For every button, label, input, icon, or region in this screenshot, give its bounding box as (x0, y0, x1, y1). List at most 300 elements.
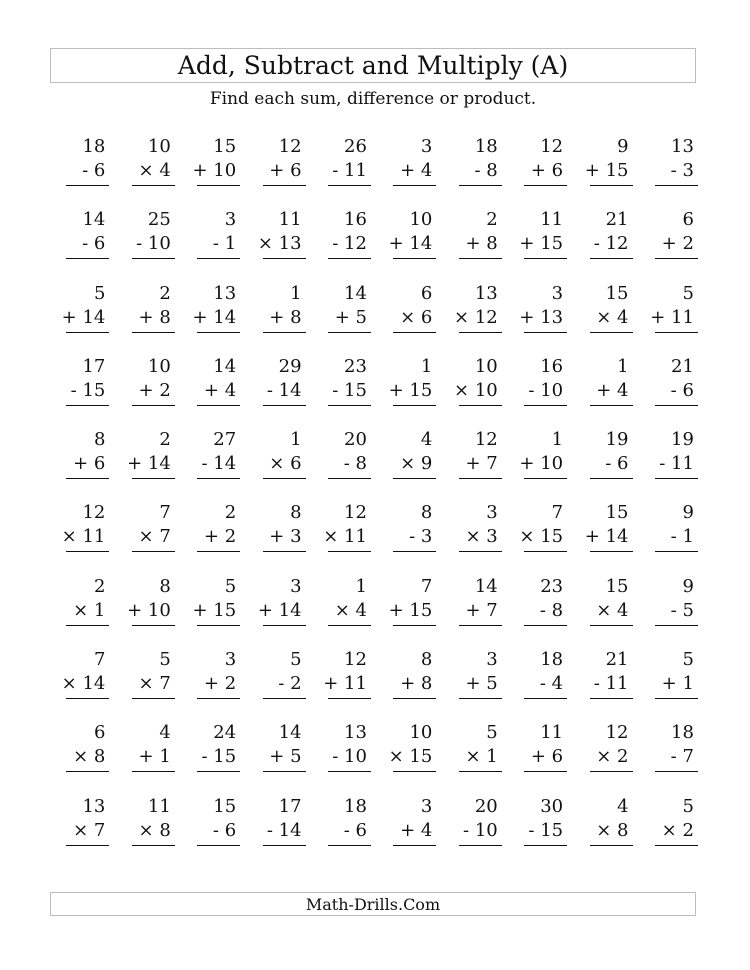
problem-top-number: 21 (605, 209, 629, 231)
problem-operator-number: - 11 (332, 160, 367, 181)
problem-top-number: 12 (344, 502, 367, 524)
problem-operator-number: - 6 (343, 819, 367, 841)
problem-operator-number: × 8 (596, 819, 629, 841)
problem (569, 281, 634, 354)
problem-operator-number: + 6 (530, 746, 564, 768)
worksheet-instructions: Find each sum, difference or product. (209, 89, 537, 109)
problem-operator-number: + 10 (127, 599, 171, 621)
problem-top-number: 3 (290, 575, 302, 597)
problem-operator-number: × 4 (334, 599, 367, 621)
problem-top-number: 14 (213, 355, 237, 377)
answer-line (590, 185, 633, 186)
problem-operator-number: + 1 (138, 746, 171, 768)
problem-operator-number: + 8 (400, 673, 433, 695)
answer-line (66, 185, 109, 186)
problem-operator-number: + 6 (269, 160, 302, 181)
problem-operator-number: × 6 (269, 453, 302, 475)
problem (438, 427, 503, 500)
problem (373, 281, 438, 354)
problem-operator-number: + 13 (519, 306, 564, 328)
problem (569, 427, 634, 500)
problem-operator-number: - 5 (670, 599, 694, 621)
answer-line (524, 332, 567, 333)
answer-line (132, 405, 175, 406)
answer-line (655, 332, 698, 333)
problem-top-number: 5 (682, 282, 694, 304)
answer-line (590, 478, 633, 479)
problem-top-number: 20 (474, 795, 498, 817)
answer-line (66, 625, 109, 626)
answer-line (590, 332, 633, 333)
problem (635, 647, 700, 720)
answer-line (328, 625, 371, 626)
problem (46, 281, 111, 354)
answer-line (655, 258, 698, 259)
problem (177, 427, 242, 500)
problem-operator-number: + 10 (192, 160, 237, 181)
answer-line (263, 185, 306, 186)
problem-operator-number: - 6 (670, 379, 694, 401)
problem (635, 574, 700, 647)
problem-top-number: 8 (420, 649, 433, 671)
problem (373, 647, 438, 720)
problem-operator-number: × 2 (596, 746, 629, 768)
problem-top-number: 11 (147, 795, 171, 817)
problem-top-number: 5 (159, 649, 171, 671)
problem-operator-number: + 8 (138, 306, 171, 328)
problem (46, 794, 111, 867)
answer-line (655, 771, 698, 772)
problem-top-number: 19 (605, 429, 629, 451)
answer-line (66, 551, 109, 552)
problem-top-number: 10 (147, 355, 171, 377)
problem-operator-number: - 15 (332, 379, 367, 401)
problem-operator-number: × 6 (400, 306, 433, 328)
problem (111, 207, 176, 280)
problem (111, 354, 176, 427)
problem-top-number: 2 (159, 282, 171, 304)
answer-line (655, 478, 698, 479)
answer-line (132, 478, 175, 479)
answer-line (197, 405, 240, 406)
answer-line (393, 771, 436, 772)
problem-top-number: 5 (93, 282, 106, 304)
problem (569, 207, 634, 280)
answer-line (197, 478, 240, 479)
problem-top-number: 13 (474, 282, 498, 304)
problem (504, 500, 569, 573)
problem (373, 720, 438, 793)
problem-operator-number: - 15 (70, 379, 106, 401)
problem (373, 134, 438, 207)
problem-top-number: 12 (278, 136, 302, 157)
problem (242, 794, 307, 867)
answer-line (197, 185, 240, 186)
answer-line (459, 551, 502, 552)
problem-operator-number: + 14 (257, 599, 302, 621)
answer-line (393, 332, 436, 333)
answer-line (459, 771, 502, 772)
worksheet-title: Add, Subtract and Multiply (A) (177, 51, 569, 80)
problem-top-number: 27 (213, 429, 237, 451)
problem-top-number: 5 (486, 722, 498, 744)
answer-line (393, 551, 436, 552)
problem-operator-number: - 8 (539, 599, 564, 621)
problem-operator-number: × 9 (400, 453, 433, 475)
answer-line (524, 625, 567, 626)
answer-line (66, 845, 109, 846)
problem (46, 647, 111, 720)
problem (635, 720, 700, 793)
problem-operator-number: - 8 (343, 453, 367, 475)
problem-top-number: 14 (344, 282, 367, 304)
answer-line (328, 478, 371, 479)
problem-top-number: 4 (617, 795, 629, 817)
problem-top-number: 30 (540, 795, 564, 817)
problem-row (46, 574, 700, 647)
answer-line (197, 551, 240, 552)
problem-row (46, 794, 700, 867)
answer-line (524, 258, 567, 259)
problem (111, 794, 176, 867)
answer-line (524, 845, 567, 846)
problem-top-number: 18 (540, 649, 564, 671)
problem-operator-number: - 12 (593, 233, 629, 255)
answer-line (328, 258, 371, 259)
problem-top-number: 24 (213, 722, 237, 744)
answer-line (655, 185, 698, 186)
answer-line (263, 551, 306, 552)
problem-top-number: 25 (147, 209, 171, 231)
problem-top-number: 14 (474, 575, 498, 597)
answer-line (66, 698, 109, 699)
problem-top-number: 20 (344, 429, 367, 451)
problem (242, 647, 307, 720)
answer-line (263, 332, 306, 333)
problem-top-number: 26 (344, 136, 367, 157)
problem-top-number: 9 (682, 575, 694, 597)
problem-operator-number: + 15 (584, 160, 629, 181)
answer-line (459, 332, 502, 333)
answer-line (655, 698, 698, 699)
problem-top-number: 3 (551, 282, 564, 304)
problem-operator-number: - 7 (670, 746, 694, 768)
worksheet-title-box (50, 48, 696, 83)
problem (635, 207, 700, 280)
problem (504, 427, 569, 500)
problem-top-number: 12 (82, 502, 106, 524)
problem-top-number: 5 (224, 575, 237, 597)
problem (177, 500, 242, 573)
problem-top-number: 21 (605, 649, 629, 671)
answer-line (263, 698, 306, 699)
problem-operator-number: + 15 (388, 599, 433, 621)
answer-line (590, 698, 633, 699)
problem-operator-number: - 14 (201, 453, 237, 475)
problem (177, 794, 242, 867)
problem-operator-number: × 8 (138, 819, 171, 841)
answer-line (328, 332, 371, 333)
answer-line (66, 405, 109, 406)
problem-operator-number: + 1 (661, 673, 694, 695)
answer-line (263, 258, 306, 259)
problem-operator-number: - 10 (528, 379, 564, 401)
problem (438, 720, 503, 793)
answer-line (590, 625, 633, 626)
problem-top-number: 3 (224, 649, 237, 671)
problem-operator-number: - 8 (474, 160, 498, 181)
answer-line (132, 771, 175, 772)
problem-row (46, 647, 700, 720)
answer-line (197, 332, 240, 333)
problem-operator-number: + 14 (388, 233, 433, 255)
problem-operator-number: - 14 (266, 819, 302, 841)
answer-line (590, 405, 633, 406)
problem-top-number: 3 (224, 209, 237, 231)
answer-line (459, 258, 502, 259)
problem-operator-number: - 1 (670, 526, 694, 548)
problem-operator-number: + 10 (519, 453, 564, 475)
problem (111, 647, 176, 720)
problem (438, 354, 503, 427)
problem-operator-number: × 7 (138, 673, 171, 695)
answer-line (655, 551, 698, 552)
problem-row (46, 427, 700, 500)
problem-operator-number: × 2 (661, 819, 694, 841)
problem (373, 207, 438, 280)
answer-line (459, 405, 502, 406)
problem (177, 281, 242, 354)
answer-line (655, 845, 698, 846)
problem (635, 354, 700, 427)
problem-operator-number: + 7 (465, 453, 498, 475)
problem (111, 574, 176, 647)
problem-operator-number: × 7 (138, 526, 171, 548)
problem-top-number: 16 (540, 355, 564, 377)
problem-operator-number: + 14 (192, 306, 237, 328)
problem (308, 720, 373, 793)
problem (438, 647, 503, 720)
answer-line (328, 185, 371, 186)
answer-line (197, 625, 240, 626)
problem (308, 207, 373, 280)
problem-top-number: 18 (82, 136, 106, 157)
problem-top-number: 2 (159, 429, 171, 451)
problem-operator-number: × 14 (61, 673, 106, 695)
problem-operator-number: + 2 (661, 233, 694, 255)
problem-operator-number: + 6 (73, 453, 106, 475)
answer-line (263, 405, 306, 406)
answer-line (393, 478, 436, 479)
answer-line (590, 551, 633, 552)
problem-top-number: 15 (605, 502, 629, 524)
problem-top-number: 1 (617, 355, 629, 377)
problem (111, 134, 176, 207)
problem (635, 427, 700, 500)
problem-operator-number: × 11 (323, 526, 367, 548)
problem-top-number: 10 (409, 209, 433, 231)
problem-top-number: 14 (278, 722, 302, 744)
answer-line (524, 478, 567, 479)
problem (46, 720, 111, 793)
problem-top-number: 11 (540, 209, 564, 231)
answer-line (459, 845, 502, 846)
answer-line (66, 478, 109, 479)
problem-top-number: 1 (290, 282, 302, 304)
problem-operator-number: - 2 (278, 673, 302, 695)
problem (111, 427, 176, 500)
problem (308, 500, 373, 573)
problem-grid (46, 134, 700, 867)
problem-operator-number: × 4 (138, 160, 171, 181)
problem-top-number: 2 (486, 209, 498, 231)
problem-top-number: 15 (213, 136, 237, 157)
problem-operator-number: + 11 (650, 306, 694, 328)
problem (504, 574, 569, 647)
answer-line (393, 258, 436, 259)
problem (373, 427, 438, 500)
problem (177, 720, 242, 793)
problem (242, 720, 307, 793)
problem-operator-number: + 8 (465, 233, 498, 255)
answer-line (590, 258, 633, 259)
problem (111, 281, 176, 354)
problem (373, 354, 438, 427)
problem-operator-number: - 15 (528, 819, 564, 841)
problem-top-number: 4 (420, 429, 433, 451)
answer-line (524, 185, 567, 186)
problem-top-number: 8 (159, 575, 171, 597)
answer-line (328, 698, 371, 699)
problem (242, 354, 307, 427)
problem (308, 427, 373, 500)
problem-row (46, 281, 700, 354)
problem-top-number: 12 (344, 649, 367, 671)
problem-operator-number: + 5 (334, 306, 367, 328)
problem-operator-number: × 13 (257, 233, 302, 255)
problem-top-number: 5 (682, 649, 694, 671)
problem-top-number: 12 (474, 429, 498, 451)
problem-operator-number: - 10 (332, 746, 367, 768)
problem-top-number: 15 (605, 575, 629, 597)
problem-top-number: 18 (344, 795, 367, 817)
problem (373, 500, 438, 573)
answer-line (197, 258, 240, 259)
problem-operator-number: - 4 (539, 673, 564, 695)
problem-top-number: 13 (213, 282, 237, 304)
answer-line (393, 845, 436, 846)
problem-operator-number: + 3 (269, 526, 302, 548)
problem (111, 720, 176, 793)
problem-operator-number: + 4 (596, 379, 629, 401)
footer-box (50, 892, 696, 916)
problem-operator-number: + 2 (203, 673, 237, 695)
problem-operator-number: + 5 (269, 746, 302, 768)
problem-operator-number: + 15 (388, 379, 433, 401)
problem-operator-number: × 1 (465, 746, 498, 768)
problem-top-number: 7 (420, 575, 433, 597)
problem (504, 207, 569, 280)
problem (438, 207, 503, 280)
problem-row (46, 354, 700, 427)
problem-operator-number: × 4 (596, 599, 629, 621)
problem (242, 281, 307, 354)
problem-top-number: 15 (605, 282, 629, 304)
problem-top-number: 14 (82, 209, 106, 231)
problem (569, 647, 634, 720)
problem-operator-number: × 8 (73, 746, 106, 768)
problem (438, 134, 503, 207)
problem (242, 500, 307, 573)
problem (438, 281, 503, 354)
problem-top-number: 21 (671, 355, 694, 377)
problem (504, 720, 569, 793)
problem-top-number: 6 (93, 722, 106, 744)
problem-top-number: 5 (682, 795, 694, 817)
problem (438, 794, 503, 867)
footer-site-name: Math-Drills.Com (305, 894, 441, 914)
answer-line (393, 185, 436, 186)
problem (46, 574, 111, 647)
problem-top-number: 15 (213, 795, 237, 817)
answer-line (459, 185, 502, 186)
problem-operator-number: - 12 (332, 233, 367, 255)
problem-operator-number: × 15 (388, 746, 433, 768)
problem-top-number: 1 (551, 429, 564, 451)
problem (504, 794, 569, 867)
problem (308, 354, 373, 427)
problem (177, 134, 242, 207)
answer-line (459, 478, 502, 479)
problem-operator-number: - 6 (605, 453, 629, 475)
problem (177, 647, 242, 720)
problem-operator-number: × 15 (519, 526, 564, 548)
problem-operator-number: × 3 (465, 526, 498, 548)
answer-line (66, 771, 109, 772)
problem-top-number: 18 (671, 722, 694, 744)
problem-top-number: 1 (420, 355, 433, 377)
problem-operator-number: - 6 (212, 819, 237, 841)
problem-operator-number: - 3 (670, 160, 694, 181)
problem (504, 647, 569, 720)
problem (569, 720, 634, 793)
problem (46, 500, 111, 573)
problem (242, 427, 307, 500)
problem-operator-number: + 8 (269, 306, 302, 328)
answer-line (132, 258, 175, 259)
problem (308, 134, 373, 207)
problem-operator-number: - 11 (659, 453, 694, 475)
problem (569, 134, 634, 207)
problem-operator-number: × 12 (454, 306, 498, 328)
problem (504, 134, 569, 207)
problem-operator-number: - 14 (266, 379, 302, 401)
problem-operator-number: × 10 (454, 379, 498, 401)
problem-top-number: 10 (147, 136, 171, 157)
problem-top-number: 7 (93, 649, 106, 671)
problem-operator-number: + 4 (400, 819, 433, 841)
problem-top-number: 17 (278, 795, 302, 817)
problem-operator-number: × 11 (61, 526, 106, 548)
problem-top-number: 11 (540, 722, 564, 744)
problem (635, 134, 700, 207)
problem-top-number: 3 (420, 795, 433, 817)
problem-top-number: 1 (355, 575, 367, 597)
problem (177, 207, 242, 280)
problem-top-number: 10 (409, 722, 433, 744)
problem-operator-number: - 10 (463, 819, 498, 841)
answer-line (459, 625, 502, 626)
